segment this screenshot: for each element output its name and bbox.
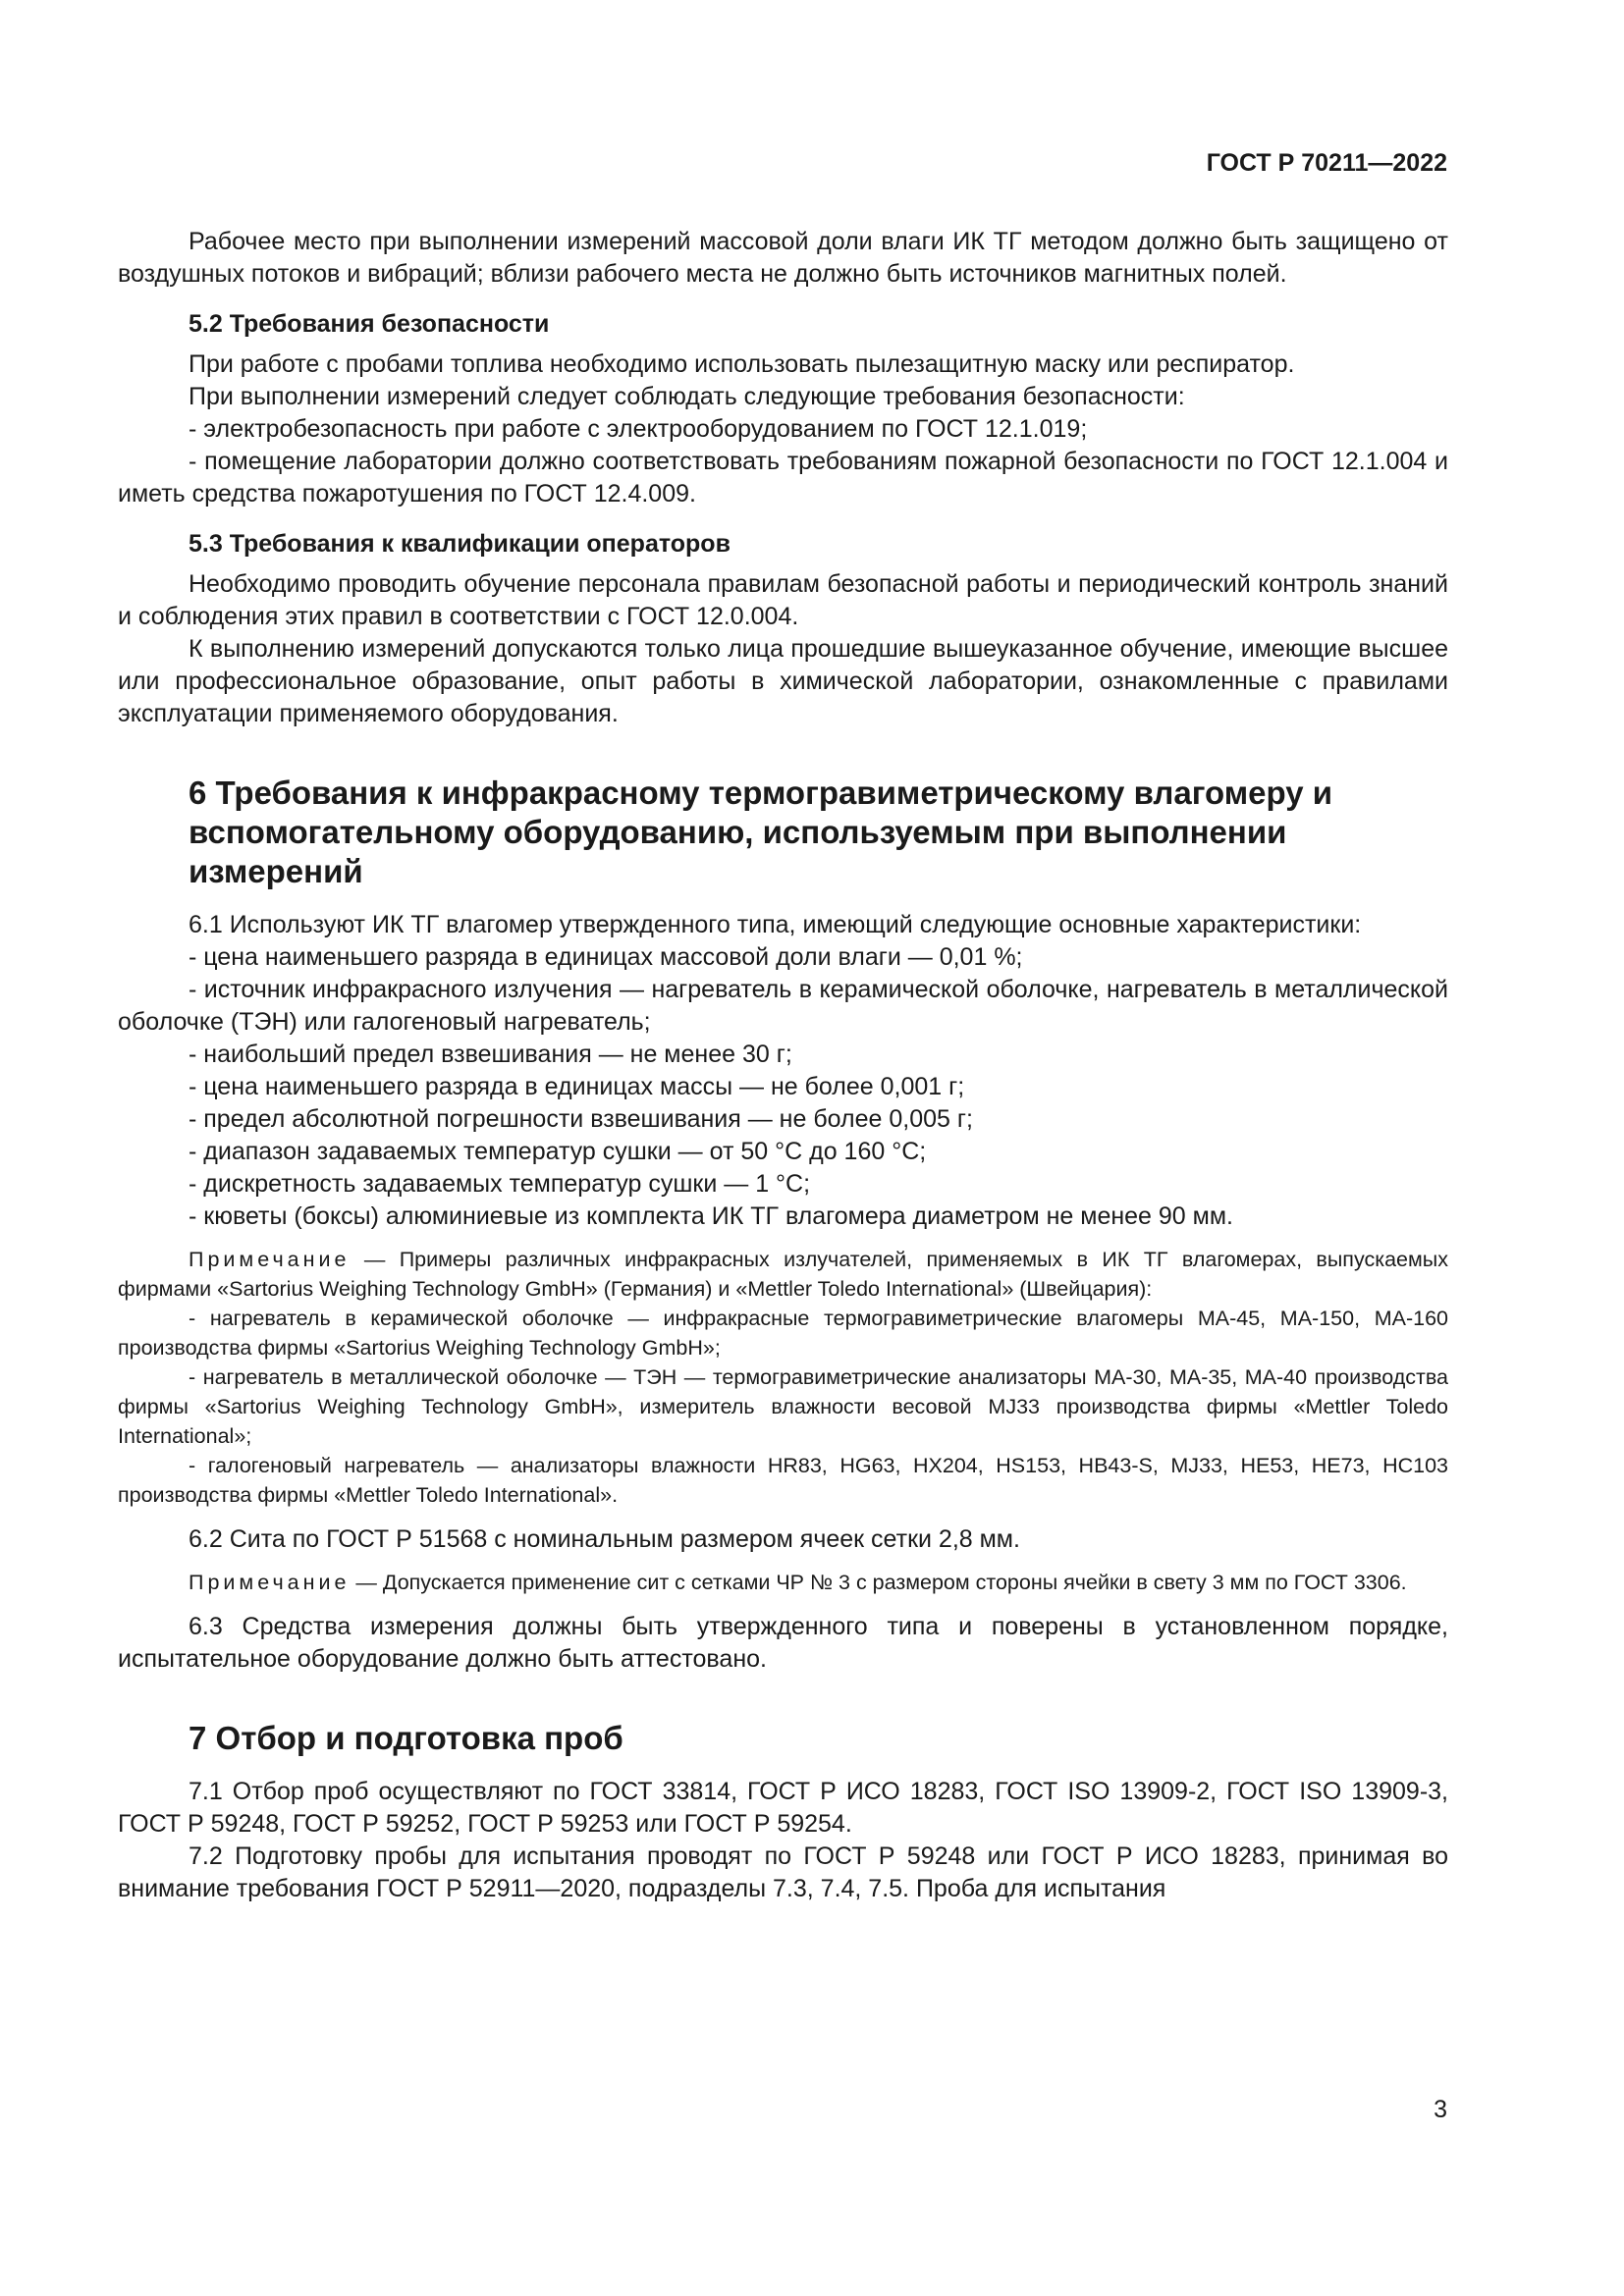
section-5-2-item1: - электробезопасность при работе с электрооборудованием по ГОСТ 12.1.019; xyxy=(189,415,1088,443)
note-2-text: — Допускается применение сит с сетками ЧР № 3 с размером стороны ячейки в свету 3 мм по ГОСТ 3306. xyxy=(350,1571,1407,1594)
note-1-item: - нагреватель в металлической оболочке — ТЭН — термогравиметрические анализаторы МА-30, МА-35, МА-40 производства фирмы «Sartorius Weighing Technology GmbH», измеритель влажности весовой MJ33 производства фирмы «Mettler Toledo International»; xyxy=(118,1365,1448,1448)
list-item: - цена наименьшего разряда в единицах массовой доли влаги — 0,01 %; xyxy=(189,943,1023,971)
list-item: - дискретность задаваемых температур сушки — 1 °С; xyxy=(189,1170,811,1198)
section-6-1-paragraph: 6.1 Используют ИК ТГ влагомер утвержденного типа, имеющий следующие основные характеристики: xyxy=(189,911,1362,938)
list-item: - цена наименьшего разряда в единицах массы — не более 0,001 г; xyxy=(189,1073,965,1100)
section-7-1-paragraph: 7.1 Отбор проб осуществляют по ГОСТ 33814, ГОСТ Р ИСО 18283, ГОСТ ISO 13909-2, ГОСТ ISO 13909-3, ГОСТ Р 59248, ГОСТ Р 59252, ГОСТ Р 59253 или ГОСТ Р 59254. xyxy=(118,1778,1448,1838)
section-5-2-p1: При работе с пробами топлива необходимо использовать пылезащитную маску или респиратор. xyxy=(189,350,1295,378)
section-5-3-p1: Необходимо проводить обучение персонала правилам безопасной работы и периодический контроль знаний и соблюдения этих правил в соответствии с ГОСТ 12.0.004. xyxy=(118,570,1448,630)
note-2-label: Примечание xyxy=(189,1571,351,1594)
list-item: - кюветы (боксы) алюминиевые из комплекта ИК ТГ влагомера диаметром не менее 90 мм. xyxy=(189,1202,1233,1230)
section-6-3-paragraph: 6.3 Средства измерения должны быть утвержденного типа и поверены в установленном порядке, испытательное оборудование должно быть аттестовано. xyxy=(118,1613,1448,1673)
list-item: - диапазон задаваемых температур сушки — от 50 °С до 160 °С; xyxy=(189,1138,927,1165)
note-1-item: - галогеновый нагреватель — анализаторы влажности HR83, HG63, HX204, HS153, HB43-S, MJ33, HE53, HE73, HC103 производства фирмы «Mettler Toledo International». xyxy=(118,1454,1448,1507)
note-1 xyxy=(118,1245,1448,1304)
section-5-3-p2: К выполнению измерений допускаются только лица прошедшие вышеуказанное обучение, имеющие высшее или профессиональное образование, опыт работы в химической лаборатории, ознакомленные с правилами эксплуатации применяемого оборудования. xyxy=(118,635,1448,727)
page-number: 3 xyxy=(1434,2096,1447,2123)
page-content xyxy=(118,226,1448,1905)
section-6-heading: 6 Требования к инфракрасному термогравиметрическому влагомеру и вспомогательному оборудованию, используемым при выполнении измерений xyxy=(189,774,1333,889)
document-header: ГОСТ Р 70211—2022 xyxy=(1206,149,1447,177)
section-7-2-paragraph: 7.2 Подготовку пробы для испытания проводят по ГОСТ Р 59248 или ГОСТ Р ИСО 18283, принимая во внимание требования ГОСТ Р 52911—2020, подразделы 7.3, 7.4, 7.5. Проба для испытания xyxy=(118,1842,1448,1902)
section-6-2-paragraph: 6.2 Сита по ГОСТ Р 51568 с номинальным размером ячеек сетки 2,8 мм. xyxy=(189,1525,1020,1553)
section-5-2-title: 5.2 Требования безопасности xyxy=(189,310,550,338)
note-2 xyxy=(118,1568,1448,1597)
section-5-3-title: 5.3 Требования к квалификации операторов xyxy=(189,530,731,558)
section-7-heading: 7 Отбор и подготовка проб xyxy=(189,1720,623,1756)
intro-paragraph: Рабочее место при выполнении измерений массовой доли влаги ИК ТГ методом должно быть защищено от воздушных потоков и вибраций; вблизи рабочего места не должно быть источников магнитных полей. xyxy=(118,228,1448,288)
note-1-text: — Примеры различных инфракрасных излучателей, применяемых в ИК ТГ влагомерах, выпускаемых фирмами «Sartorius Weighing Technology GmbH» (Германия) и «Mettler Toledo International» (Швейцария): xyxy=(118,1248,1448,1301)
section-5-2-p2: При выполнении измерений следует соблюдать следующие требования безопасности: xyxy=(189,383,1185,410)
list-item: - предел абсолютной погрешности взвешивания — не более 0,005 г; xyxy=(189,1105,973,1133)
note-1-item: - нагреватель в керамической оболочке — инфракрасные термогравиметрические влагомеры МА-45, МА-150, МА-160 производства фирмы «Sartorius Weighing Technology GmbH»; xyxy=(118,1307,1448,1360)
list-item: - источник инфракрасного излучения — нагреватель в керамической оболочке, нагреватель в металлической оболочке (ТЭН) или галогеновый нагреватель; xyxy=(118,976,1448,1036)
section-5-2-item2: - помещение лаборатории должно соответствовать требованиям пожарной безопасности по ГОСТ 12.1.004 и иметь средства пожаротушения по ГОСТ 12.4.009. xyxy=(118,448,1448,507)
note-1-label: Примечание xyxy=(189,1248,351,1271)
list-item: - наибольший предел взвешивания — не менее 30 г; xyxy=(189,1041,792,1068)
